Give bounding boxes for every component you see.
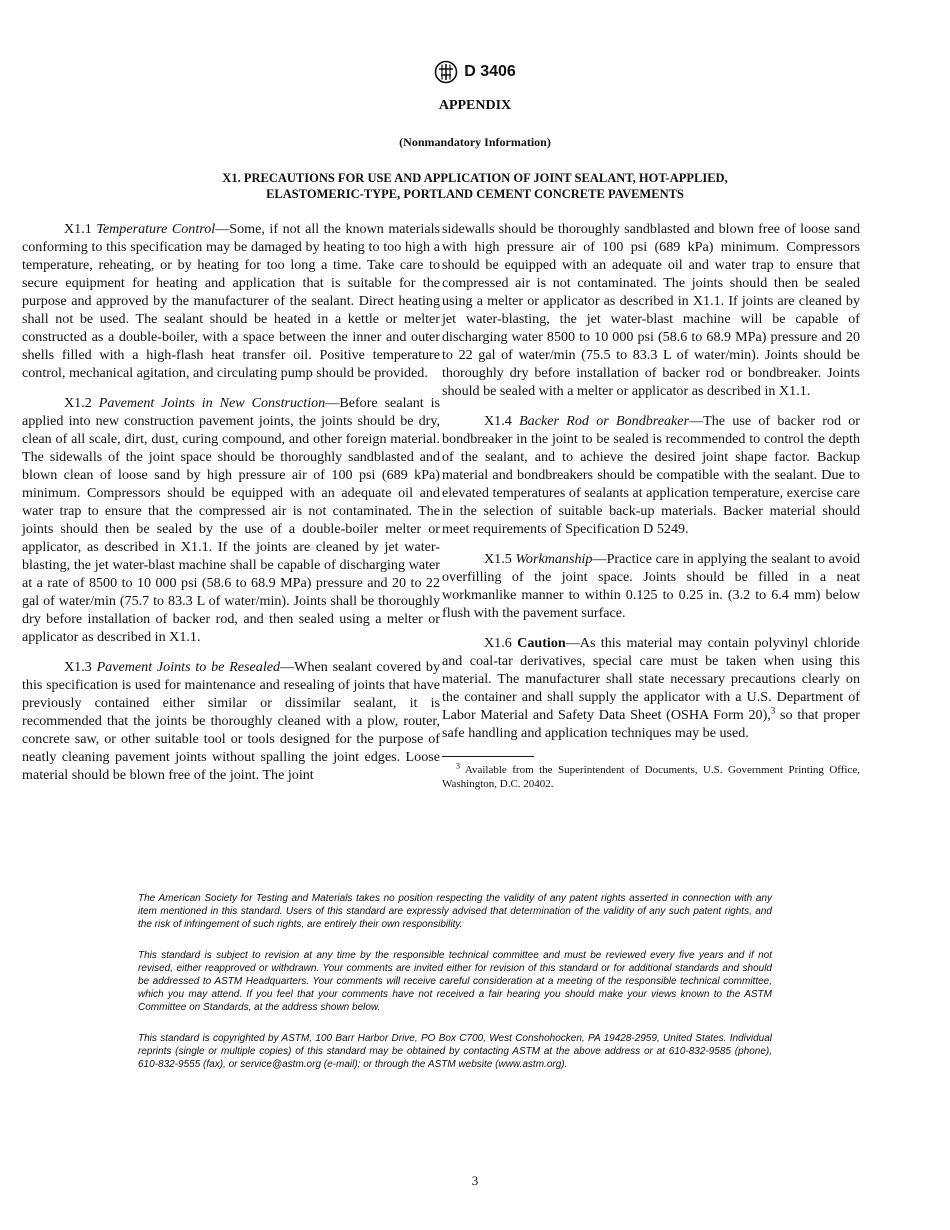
page-number: 3 [471,1173,479,1188]
paragraph-number: X1.5 [484,551,512,567]
paragraph-heading: Workmanship [515,551,593,567]
section-title-line-2: ELASTOMERIC-TYPE, PORTLAND CEMENT CONCRETE PAVEMENTS [266,187,684,201]
paragraph-number: X1.3 [64,659,92,675]
paragraph-heading: Pavement Joints to be Resealed [96,659,281,675]
footer-revision-notice: This standard is subject to revision at any time by the responsible technical committee and must be reviewed every five years and if not revised, either reapproved or withdrawn. Your comments are invited either for revision of this standard or for additional standards and should be addressed to ASTM Headquarters. Your comments will receive careful consideration at a meeting of the responsible technical committee, which you may attend. If you feel that your comments have not received a fair hearing you should make your views known to the ASTM Committee on Standards, at the address shown below. [138,950,772,1013]
paragraph-body-tail: so that proper safe handling and application techniques may be used. [442,707,860,741]
astm-footer [138,892,772,1089]
astm-logo-icon [434,60,458,84]
left-column [22,220,440,796]
paragraph-x1-2 [22,394,440,646]
footnote-divider [442,756,534,757]
right-column [442,220,860,796]
paragraph-heading: Temperature Control [96,221,216,237]
paragraph-number: X1.4 [484,413,512,429]
paragraph-x1-6 [442,634,860,742]
paragraph-number: X1.6 [484,635,512,651]
paragraph-x1-3 [22,658,440,784]
footer-patent-notice: The American Society for Testing and Materials takes no position respecting the validity of any patent rights asserted in connection with any item mentioned in this standard. Users of this standard are expressly advised that determination of the validity of any such patent rights, and the risk of infringement of such rights, are entirely their own responsibility. [138,893,772,930]
footnote-marker: 3 [456,761,460,771]
paragraph-body: —The use of backer rod or bondbreaker in the joint to be sealed is recommended to control the depth of the sealant, and to achieve the desired joint shape factor. Backup material and bondbreakers should be compatible with the sealant. Due to elevated temperatures of sealants at application temperature, exercise care in the selection of suitable back-up materials. Backer material should meet requirements of Specification D 5249. [442,413,860,537]
paragraph-x1-4 [442,412,860,538]
paragraph-x1-3-continued: sidewalls should be thoroughly sandblasted and blown free of loose sand with high pressure air of 100 psi (689 kPa) minimum. Compressors should be equipped with an adequate oil and water trap to ensure that compressed air is not contaminated. The joints should then be sealed using a melter or applicator as described in X1.1. If joints are cleaned by jet water-blasting, the jet water-blast machine will be capable of discharging water 8500 to 10 000 psi (58.6 to 68.9 MPa) pressure and 20 to 22 gal of water/min (75.5 to 83.3 L of water/min). Joints should be thoroughly dry before installation of backer rod or bondbreaker. Joints should be sealed with a melter or applicator as described in X1.1. [442,221,860,399]
section-title [150,170,800,202]
paragraph-number: X1.1 [64,221,92,237]
section-title-line-1: X1. PRECAUTIONS FOR USE AND APPLICATION OF JOINT SEALANT, HOT-APPLIED, [222,171,728,185]
document-header [0,60,950,84]
body-columns [22,220,860,796]
footnote [442,763,860,791]
footer-copyright-notice: This standard is copyrighted by ASTM, 100 Barr Harbor Drive, PO Box C700, West Conshohocken, PA 19428-2959, United States. Individual reprints (single or multiple copies) of this standard may be obtained by contacting ASTM at the above address or at 610-832-9585 (phone), 610-832-9555 (fax), or service@astm.org (e-mail); or through the ASTM website (www.astm.org). [138,1033,772,1070]
paragraph-heading: Pavement Joints in New Construction [98,395,326,411]
standard-designation: D 3406 [464,63,516,80]
paragraph-body: —When sealant covered by this specification is used for maintenance and resealing of joints that have previously contained either similar or dissimilar sealant, it is recommended that the joints be thoroughly cleaned with a plow, router, concrete saw, or other suitable tool or tools designed for the purpose of neatly cleaning pavement joints without spalling the joint edges. Loose material should be blown free of the joint. The joint [22,659,440,783]
footnote-reference: 3 [770,705,776,716]
appendix-title: APPENDIX [438,98,512,113]
paragraph-body: —Practice care in applying the sealant to avoid overfilling of the joint space. Joints should be filled in a neat workmanlike manner to within 0.125 to 0.25 in. (3.2 to 6.4 mm) below flush with the pavement surface. [442,551,860,621]
paragraph-number: X1.2 [64,395,92,411]
paragraph-x1-1 [22,220,440,382]
paragraph-x1-5 [442,550,860,622]
paragraph-body: —As this material may contain polyvinyl chloride and coal-tar derivatives, special care must be taken when using this material. The manufacturer shall state necessary precautions clearly on the container and shall supply the applicator with a U.S. Department of Labor Material and Safety Data Sheet (OSHA Form 20), [442,635,860,723]
paragraph-body: —Some, if not all the known materials conforming to this specification may be damaged by heating to too high a temperature, reheating, or by heating for too long a time. Take care to secure equipment for heating and application that is suitable for the purpose and approved by the manufacturer of the sealant. Direct heating shall not be used. The sealant should be heated in a kettle or melter constructed as a double-boiler, with a space between the inner and outer shells filled with a high-flash heat transfer oil. Positive temperature control, mechanical agitation, and circulating pump should be provided. [22,221,440,381]
paragraph-body: —Before sealant is applied into new construction pavement joints, the joints should be dry, clean of all scale, dirt, dust, curing compound, and other foreign material. The sidewalls of the joint space should be thoroughly sandblasted and blown clean of loose sand by high pressure air of 100 psi (689 kPa) minimum. Compressors should be equipped with an adequate oil and water trap to ensure that the compressed air is not contaminated. The joints should then be sealed by the use of a double-boiler melter or applicator, as described in X1.1. If the joints are cleaned by jet water-blasting, the jet water-blast machine shall be capable of discharging water at a rate of 8500 to 10 000 psi (58.6 to 68.9 MPa) pressure and 20 to 22 gal of water/min (75.7 to 83.3 L of water/min). Joints shall be thoroughly dry before installation of backer rod, and then sealed using a melter or applicator as described in X1.1. [22,395,441,645]
paragraph-heading: Caution [517,635,566,651]
paragraph-heading: Backer Rod or Bondbreaker [519,413,690,429]
footnote-text: Available from the Superintendent of Documents, U.S. Government Printing Office, Washington, D.C. 20402. [442,764,860,790]
nonmandatory-label: (Nonmandatory Information) [399,135,551,149]
